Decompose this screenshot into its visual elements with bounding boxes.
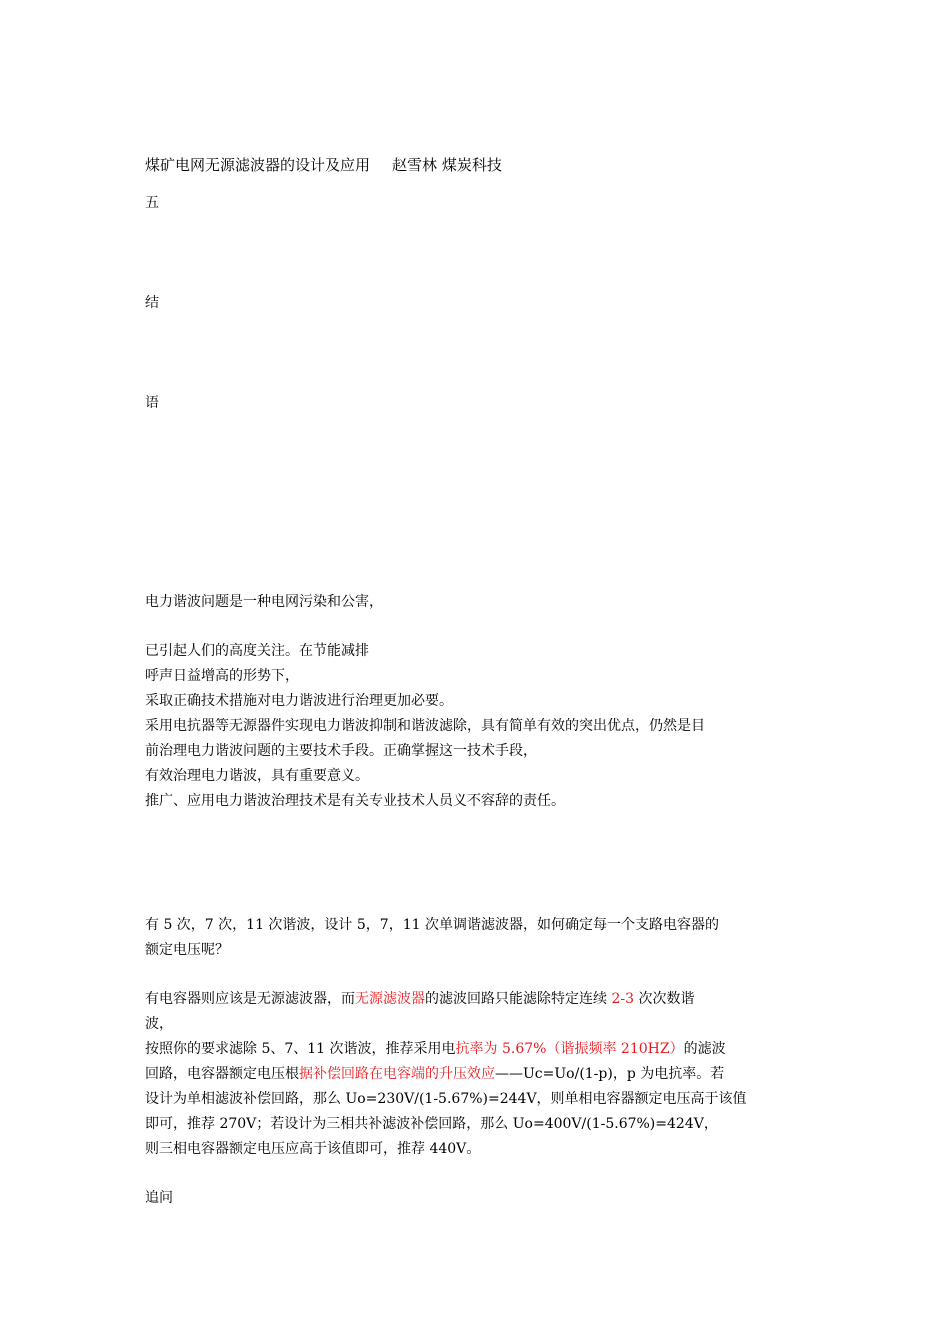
- answer-line: 设计为单相滤波补偿回路，那么 Uo=230V/(1-5.67%)=244V，则单相电容器额定电压高于该值: [145, 1091, 747, 1107]
- document-title-line: [145, 155, 502, 175]
- conclusion-line: 电力谐波问题是一种电网污染和公害，: [145, 594, 383, 610]
- answer-highlight: 抗率为 5.67%（谐振频率 210HZ）: [455, 1041, 684, 1057]
- answer-text: ——Uc=Uo/(1-p)，p 为电抗率。若: [495, 1066, 725, 1082]
- answer-text: 次次数谐: [634, 991, 695, 1007]
- article-title: 煤矿电网无源滤波器的设计及应用: [145, 156, 371, 174]
- conclusion-line: 采取正确技术措施对电力谐波进行治理更加必要。: [145, 693, 453, 709]
- conclusion-line: 有效治理电力谐波，具有重要意义。: [145, 768, 369, 784]
- answer-line: 即可，推荐 270V；若设计为三相共补滤波补偿回路，那么 Uo=400V/(1-5.67%)=424V，: [145, 1116, 718, 1132]
- section-heading-char-2: 结: [145, 295, 159, 311]
- answer-highlight: 2-3: [611, 991, 634, 1007]
- answer-line: 波，: [145, 1016, 173, 1032]
- answer-text: 回路，电容器额定电压根: [145, 1066, 299, 1082]
- answer-text: 有电容器则应该是无源滤波器，而: [145, 991, 355, 1007]
- answer-text: 按照你的要求滤除 5、7、11 次谐波，推荐采用电: [145, 1041, 456, 1057]
- answer-highlight: 无源滤波器: [355, 991, 425, 1007]
- answer-line: [145, 989, 694, 1009]
- answer-line: [145, 1039, 726, 1059]
- conclusion-line: 已引起人们的高度关注。在节能减排: [145, 643, 369, 659]
- answer-text: 的滤波: [683, 1041, 726, 1057]
- author-name: 赵雪林: [392, 156, 438, 174]
- conclusion-line: 推广、应用电力谐波治理技术是有关专业技术人员义不容辞的责任。: [145, 793, 565, 809]
- conclusion-line: 呼声日益增高的形势下，: [145, 668, 299, 684]
- section-heading-char-3: 语: [145, 395, 159, 411]
- answer-line: [145, 1064, 724, 1084]
- question-line: 额定电压呢？: [145, 942, 229, 958]
- followup-label: 追问: [145, 1190, 173, 1206]
- answer-line: 则三相电容器额定电压应高于该值即可，推荐 440V。: [145, 1141, 481, 1157]
- question-line: 有 5 次，7 次，11 次谐波，设计 5，7，11 次单调谐滤波器，如何确定每一个支路电容器的: [145, 917, 719, 933]
- answer-highlight: 据补偿回路在电容端的升压效应: [299, 1066, 495, 1082]
- journal-name: 煤炭科技: [441, 156, 502, 174]
- conclusion-line: 采用电抗器等无源器件实现电力谐波抑制和谐波滤除，具有简单有效的突出优点，仍然是目: [145, 718, 705, 734]
- conclusion-line: 前治理电力谐波问题的主要技术手段。正确掌握这一技术手段，: [145, 743, 537, 759]
- section-heading-char-1: 五: [145, 195, 159, 211]
- answer-text: 的滤波回路只能滤除特定连续: [425, 991, 612, 1007]
